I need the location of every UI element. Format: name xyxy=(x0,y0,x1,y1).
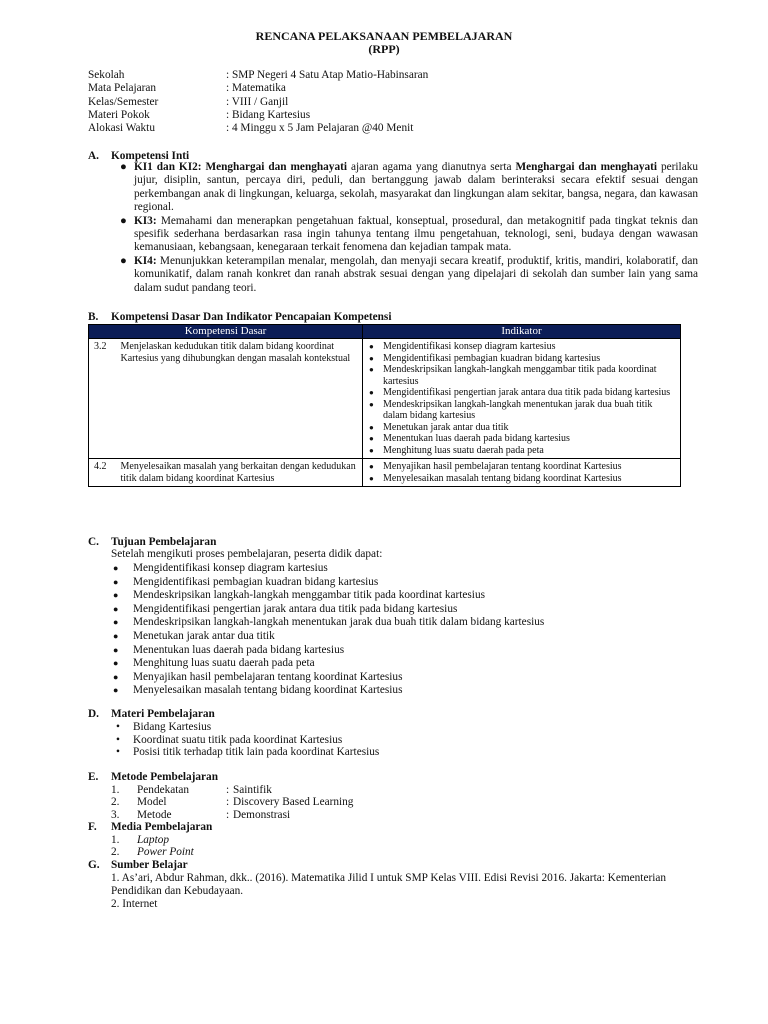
bullet-icon: • xyxy=(116,733,120,746)
tujuan-list xyxy=(111,562,544,698)
bullet-icon: ● xyxy=(120,254,127,267)
ki4-item: ● KI4: Menunjukkan keterampilan menalar, mengolah, dan menyaji secara kreatif, produktif, kritis, mandiri, kolaboratif, dan komunikatif, dalam ranah konkret dan ranah abstrak sesuai dengan yang dipelajari di sekolah dan sumber lain yang sama dalam sudut pandang teori. xyxy=(120,254,698,294)
kd-number: 4.2 xyxy=(89,459,117,487)
ki3-item: ● KI3: Memahami dan menerapkan pengetahuan faktual, konseptual, prosedural, dan metakognitif pada tingkat teknis dan spesifik sederhana berdasarkan rasa ingin tahunya tentang ilmu pengetahuan, teknologi, seni, budaya dengan wawasan kemanusiaan, kebangsaan, kenegaraan terkait fenomena dan kejadian tampak mata. xyxy=(120,214,698,254)
materi-list xyxy=(111,721,379,759)
table-row xyxy=(89,339,681,459)
list-item: • Koordinat suatu titik pada koordinat Kartesius xyxy=(116,733,343,746)
info-label: Kelas/Semester xyxy=(88,95,159,108)
indicator-item: ● Mendeskripsikan langkah-langkah menggambar titik pada koordinat kartesius xyxy=(369,364,657,387)
header-indikator: Indikator xyxy=(363,325,681,339)
section-c-heading: C. Tujuan Pembelajaran xyxy=(88,536,217,548)
indicator-item: ● Mengidentifikasi pembagian kuadran bidang kartesius xyxy=(369,352,601,364)
indicator-cell xyxy=(363,339,681,459)
sumber-item-1: 1. As’ari, Abdur Rahman, dkk.. (2016). Matematika Jilid I untuk SMP Kelas VIII. Edisi Revisi 2016. Jakarta: Kementerian Pendidikan dan Kebudayaan. xyxy=(111,872,667,898)
list-item: ● Menyajikan hasil pembelajaran tentang koordinat Kartesius xyxy=(113,670,403,683)
bullet-icon: ● xyxy=(369,445,374,455)
list-item: ● Mengidentifikasi konsep diagram kartesius xyxy=(113,562,328,574)
bullet-icon: ● xyxy=(369,353,374,363)
section-e-heading: E. Metode Pembelajaran xyxy=(88,771,218,783)
list-item: • Bidang Kartesius xyxy=(116,721,212,733)
bullet-icon: ● xyxy=(113,685,119,696)
list-item: ● Mengidentifikasi pengertian jarak antara dua titik pada bidang kartesius xyxy=(113,602,458,615)
header-kompetensi-dasar: Kompetensi Dasar xyxy=(89,325,363,339)
list-item: ● Menetukan jarak antar dua titik xyxy=(113,629,275,642)
table-header-row xyxy=(89,325,681,339)
document-subtitle: (RPP) xyxy=(368,42,400,56)
bullet-icon: ● xyxy=(369,399,374,409)
info-label: Materi Pokok xyxy=(88,108,150,121)
section-g-heading: G. Sumber Belajar xyxy=(88,859,188,871)
indicator-item: ● Menyelesaikan masalah tentang bidang koordinat Kartesius xyxy=(369,472,622,484)
kd-description: Menyelesaikan masalah yang berkaitan dengan kedudukan titik dalam bidang koordinat Kartesius xyxy=(117,459,363,487)
document-page: RENCANA PELAKSANAAN PEMBELAJARAN (RPP) Sekolah : SMP Negeri 4 Satu Atap Matio-Habinsaran Mata Pelajaran : Matematika Kelas/Semester : VIII / Ganjil Materi Pokok : Bidang Kartesius Alokasi Waktu : 4 Minggu x 5 Jam Pelajaran @40 Menit A. Kompetensi Inti ● KI1 dan KI2: Menghargai dan menghayati ajaran agama yang dianutnya serta Menghargai dan menghayati perilaku jujur, disiplin, santun, percaya diri, peduli, dan bertanggung jawab dalam berinteraksi secara efektif sesuai dengan perkembangan anak di lingkungan, keluarga, sekolah, masyarakat dan lingkungan alam sekitar, bangsa, negara, dan kawasan regional. ● KI3: Memahami dan menerapkan pengetahuan faktual, konseptual, prosedural, dan metakognitif pada tingkat teknis dan spesifik sederhana berdasarkan rasa ingin tahunya tentang ilmu pengetahuan, teknologi, seni, budaya dengan wawasan kemanusiaan, kebangsaan, kenegaraan terkait fenomena dan kejadian tampak mata. ● KI4: Menunjukkan keterampilan menalar, mengolah, dan menyaji secara kreatif, produktif, kritis, mandiri, kolaboratif, dan komunikatif, dalam ranah konkret dan ranah abstrak sesuai dengan yang dipelajari di sekolah dan sumber lain yang sama dalam sudut pandang teori. B. Kompetensi Dasar Dan Indikator Pencapaian Kompetensi Kompetensi Dasar Indikator 3.2 Menjelaskan kedudukan titik dalam bidang koordinat Kartesius yang dihubungkan dengan masalah kontekstual ● Mengidentifikasi konsep diagram kartesius ● Mengidentifikasi pembagian kuadran bidang kartesius ● Mendeskripsikan langkah-langkah menggambar titik pada koordinat kartesius ● Mengidentifikasi pengertian jarak antara dua titik pada bidang kartesius ● Mendeskripsikan langkah-langkah menentukan jarak dua buah titik dalam bidang kartesius ● Menetukan jarak antar dua titik ● Menentukan luas daerah pada bidang kartesius ● Menghitung luas suatu daerah pada peta 4.2 Menyelesaikan masalah yang berkaitan dengan kedudukan titik dalam bidang koordinat Kartesius ● Menyajikan hasil pembelajaran tentang koordinat Kartesius ● Menyelesaikan masalah tentang bidang koordinat Kartesius C. Tujuan Pembelajaran Setelah mengikuti proses pembelajaran, peserta didik dapat: ● Mengidentifikasi konsep diagram kartesius ● Mengidentifikasi pembagian kuadran bidang kartesius ● Mendeskripsikan langkah-langkah menggambar titik pada koordinat kartesius ● Mengidentifikasi pengertian jarak antara dua titik pada bidang kartesius ● Mendeskripsikan langkah-langkah menentukan jarak dua buah titik dalam bidang kartesius ● Menetukan jarak antar dua titik ● Menentukan luas daerah pada bidang kartesius ● Menghitung luas suatu daerah pada peta ● Menyajikan hasil pembelajaran tentang koordinat Kartesius ● Menyelesaikan masalah tentang bidang koordinat Kartesius D. Materi Pembelajaran • Bidang Kartesius • Koordinat suatu titik pada koordinat Kartesius • Posisi titik terhadap titik lain pada koordinat Kartesius E. Metode Pembelajaran 1. Pendekatan : Saintifik 2. Model : Discovery Based Learning 3. Metode : Demonstrasi F. Media Pembelajaran 1. Laptop 2. Power Point G. Sumber Belajar 1. As’ari, Abdur Rahman, dkk.. (2016). Matematika Jilid I untuk SMP Kelas VIII. Edisi Revisi 2016. Jakarta: Kementerian Pendidikan dan Kebudayaan. 2. Internet xyxy=(0,0,768,1024)
bullet-icon: ● xyxy=(369,473,374,483)
info-value: : Matematika xyxy=(226,82,286,95)
kd-number: 3.2 xyxy=(89,339,117,459)
info-value: : 4 Minggu x 5 Jam Pelajaran @40 Menit xyxy=(226,122,414,135)
indicator-item: ● Menetukan jarak antar dua titik xyxy=(369,421,509,433)
indicator-item: ● Mendeskripsikan langkah-langkah menentukan jarak dua buah titik dalam bidang kartesius xyxy=(369,398,653,421)
indicator-item: ● Mengidentifikasi konsep diagram kartesius xyxy=(369,341,556,352)
list-item: ● Mendeskripsikan langkah-langkah menggambar titik pada koordinat kartesius xyxy=(113,589,485,602)
indicator-item: ● Menyajikan hasil pembelajaran tentang koordinat Kartesius xyxy=(369,461,622,472)
list-item: • Posisi titik terhadap titik lain pada koordinat Kartesius xyxy=(116,746,380,759)
bullet-icon: ● xyxy=(113,671,119,682)
document-title: RENCANA PELAKSANAAN PEMBELAJARAN xyxy=(255,29,513,43)
list-item: ● Mengidentifikasi pembagian kuadran bidang kartesius xyxy=(113,575,379,588)
kompetensi-inti-list xyxy=(120,161,698,295)
bullet-icon: ● xyxy=(113,630,119,641)
list-item: ● Menentukan luas daerah pada bidang kartesius xyxy=(113,643,345,656)
section-f-heading: F. Media Pembelajaran xyxy=(88,821,213,833)
section-b-heading: B. Kompetensi Dasar Dan Indikator Pencapaian Kompetensi xyxy=(88,311,392,323)
bullet-icon: ● xyxy=(113,563,119,573)
list-item: ● Mendeskripsikan langkah-langkah menentukan jarak dua buah titik dalam bidang kartesius xyxy=(113,616,545,629)
bullet-icon: ● xyxy=(369,462,374,471)
section-d-heading: D. Materi Pembelajaran xyxy=(88,708,215,720)
bullet-icon: ● xyxy=(113,603,119,614)
info-value: : Bidang Kartesius xyxy=(226,108,311,121)
section-a-heading: A. Kompetensi Inti xyxy=(88,150,190,162)
list-item: ● Menghitung luas suatu daerah pada peta xyxy=(113,657,315,670)
bullet-icon: ● xyxy=(113,617,119,628)
bullet-icon: ● xyxy=(120,214,127,227)
table-row xyxy=(89,459,681,487)
indicator-cell xyxy=(363,459,681,487)
kd-description: Menjelaskan kedudukan titik dalam bidang koordinat Kartesius yang dihubungkan dengan masalah kontekstual xyxy=(117,339,363,459)
bullet-icon: ● xyxy=(120,161,127,173)
bullet-icon: ● xyxy=(369,434,374,443)
ki1-item: ● KI1 dan KI2: Menghargai dan menghayati ajaran agama yang dianutnya serta Menghargai dan menghayati perilaku jujur, disiplin, santun, percaya diri, peduli, dan bertanggung jawab dalam berinteraksi secara efektif sesuai dengan perkembangan anak di lingkungan, keluarga, sekolah, masyarakat dan lingkungan alam sekitar, bangsa, negara, dan kawasan regional. xyxy=(120,161,699,214)
indicator-item: ● Menentukan luas daerah pada bidang kartesius xyxy=(369,433,570,444)
bullet-icon: ● xyxy=(369,388,374,397)
kd-indicator-table xyxy=(88,324,681,487)
info-value: : SMP Negeri 4 Satu Atap Matio-Habinsaran xyxy=(226,69,429,81)
bullet-icon: ● xyxy=(113,590,119,601)
indicator-item: ● Mengidentifikasi pengertian jarak antara dua titik pada bidang kartesius xyxy=(369,387,671,398)
bullet-icon: ● xyxy=(113,644,119,655)
bullet-icon: ● xyxy=(113,658,119,669)
bullet-icon: • xyxy=(116,721,120,733)
bullet-icon: • xyxy=(116,746,120,759)
bullet-icon: ● xyxy=(113,576,119,587)
bullet-icon: ● xyxy=(369,365,374,374)
tujuan-intro: Setelah mengikuti proses pembelajaran, peserta didik dapat: xyxy=(111,548,383,560)
bullet-icon: ● xyxy=(369,422,374,432)
info-label: Alokasi Waktu xyxy=(88,122,155,135)
bullet-icon: ● xyxy=(369,342,374,351)
info-value: : VIII / Ganjil xyxy=(226,95,289,108)
info-label: Sekolah xyxy=(88,69,125,81)
sumber-item-2: 2. Internet xyxy=(111,898,158,910)
info-label: Mata Pelajaran xyxy=(88,82,157,95)
indicator-item: ● Menghitung luas suatu daerah pada peta xyxy=(369,444,544,456)
list-item: ● Menyelesaikan masalah tentang bidang koordinat Kartesius xyxy=(113,684,403,697)
